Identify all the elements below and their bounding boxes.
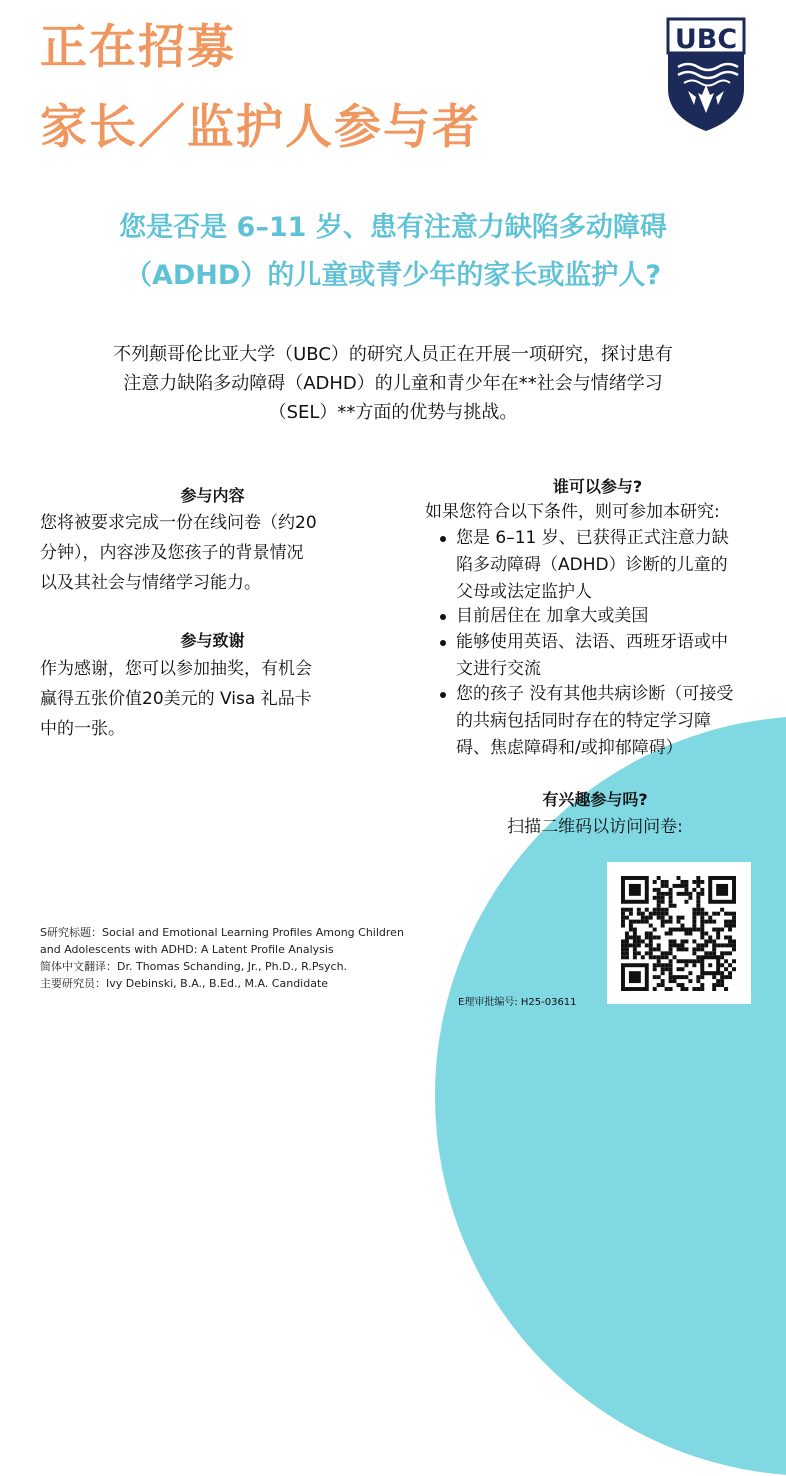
eligibility-item-line: 文进行交流 <box>456 659 541 679</box>
eligibility-item-line: 您是 6–11 岁、已获得正式注意力缺 <box>456 528 729 548</box>
thanks-line: 赢得五张价值20美元的 Visa 礼品卡 <box>40 689 312 709</box>
participation-line: 您将被要求完成一份在线问卷（约20 <box>40 513 317 533</box>
eligibility-title: 谁可以参与? <box>552 477 643 496</box>
participation-line: 分钟），内容涉及您孩子的背景情况 <box>40 543 304 563</box>
ubc-logo <box>664 17 748 133</box>
participation-line: 以及其社会与情绪学习能力。 <box>40 573 261 593</box>
thanks-line: 中的一张。 <box>40 719 125 739</box>
intro-line-1: 不列颠哥伦比亚大学（UBC）的研究人员正在开展一项研究，探讨患有 <box>113 344 673 365</box>
footer-study-title-2: and Adolescents with ADHD: A Latent Profile Analysis <box>40 943 334 956</box>
eligibility-item-line: 碍、焦虑障碍和/或抑郁障碍） <box>456 738 683 758</box>
eligibility-item-line: 目前居住在 加拿大或美国 <box>456 606 649 626</box>
intro-line-2: 注意力缺陷多动障碍（ADHD）的儿童和青少年在**社会与情绪学习 <box>123 373 663 394</box>
participation-title: 参与内容 <box>180 486 245 505</box>
ethics-number: E理审批编号: H25-03611 <box>458 997 577 1008</box>
interest-subtitle: 扫描二维码以访问问卷: <box>507 817 683 837</box>
thanks-line: 作为感谢，您可以参加抽奖，有机会 <box>40 659 312 679</box>
bullet-dot <box>440 640 446 646</box>
question-line-2: （ADHD）的儿童或青少年的家长或监护人? <box>125 260 661 291</box>
footer-study-title-1: S研究标题：Social and Emotional Learning Profiles Among Children <box>40 926 404 939</box>
intro-line-3: （SEL）**方面的优势与挑战。 <box>268 402 518 423</box>
eligibility-item-line: 能够使用英语、法语、西班牙语或中 <box>456 632 728 652</box>
headline-line-1: 正在招募 <box>40 20 236 75</box>
logo-text: UBC <box>674 24 738 55</box>
eligibility-item-line: 父母或法定监护人 <box>456 582 592 602</box>
thanks-title: 参与致谢 <box>180 631 245 650</box>
question-line-1: 您是否是 6–11 岁、患有注意力缺陷多动障碍 <box>119 212 667 243</box>
bullet-dot <box>440 614 446 620</box>
footer-investigator: 主要研究员：Ivy Debinski, B.A., B.Ed., M.A. Candidate <box>40 977 329 990</box>
bullet-dot <box>440 692 446 698</box>
footer-translator: 简体中文翻译：Dr. Thomas Schanding, Jr., Ph.D., R.Psych. <box>40 960 348 973</box>
eligibility-item-line: 陷多动障碍（ADHD）诊断的儿童的 <box>456 555 728 575</box>
eligibility-lead: 如果您符合以下条件，则可参加本研究: <box>425 502 720 522</box>
headline-line-2: 家长／监护人参与者 <box>40 100 481 155</box>
bullet-dot <box>440 536 446 542</box>
qr-code-card <box>607 862 751 1004</box>
qr-code[interactable] <box>621 876 736 991</box>
interest-title: 有兴趣参与吗? <box>542 790 648 809</box>
eligibility-item-line: 您的孩子 没有其他共病诊断（可接受 <box>456 684 734 704</box>
eligibility-item-line: 的共病包括同时存在的特定学习障 <box>456 711 711 731</box>
